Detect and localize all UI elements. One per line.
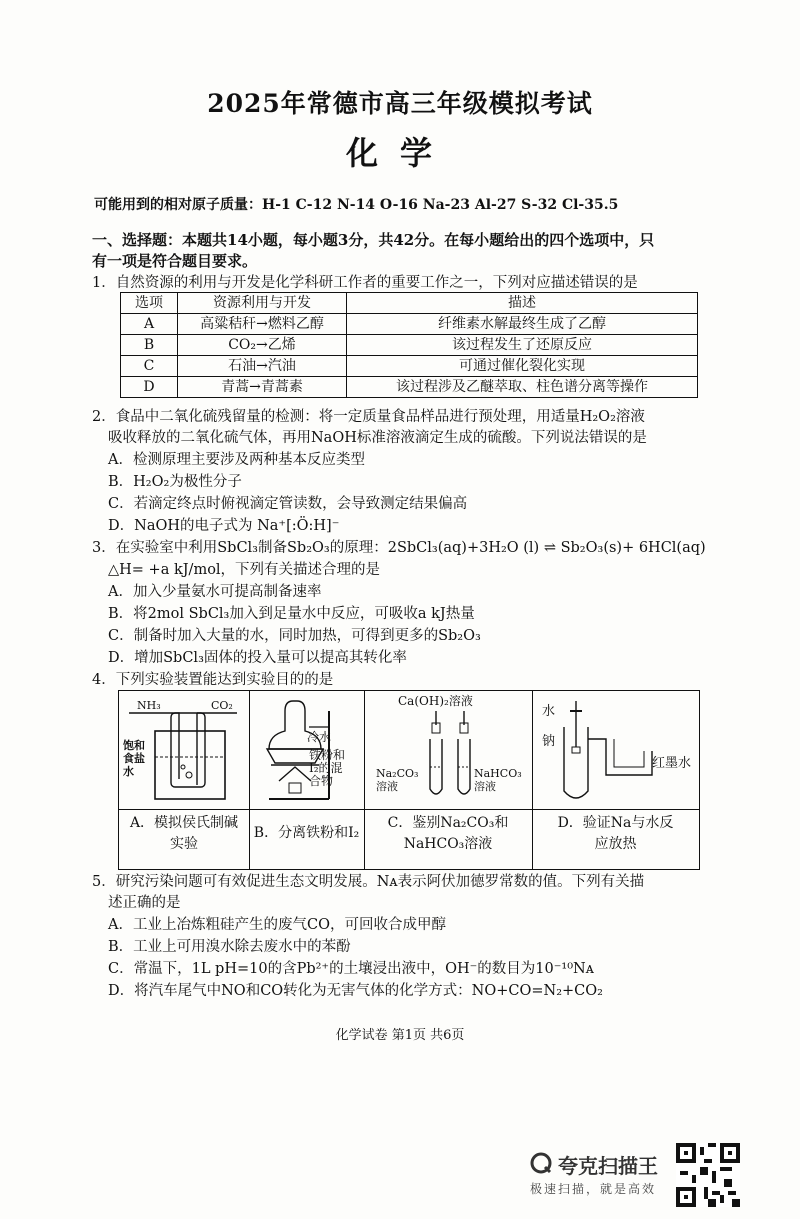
- apparatus-image-c: [364, 691, 532, 810]
- brand-slogan: 极速扫描，就是高效: [530, 1182, 657, 1196]
- table-cell: 该过程发生了还原反应: [347, 335, 698, 356]
- q5-option-c: C．常温下，1L pH=10的含Pb²⁺的土壤浸出液中，OH⁻的数目为10⁻¹⁰Nᴀ: [108, 961, 594, 977]
- label-iron-iodine-mix: 铁粉和 I₂的混 合物: [309, 748, 346, 788]
- label-nh3: NH₃: [137, 699, 161, 712]
- q5-stem-line1: 5．研究污染问题可有效促进生态文明发展。Nᴀ表示阿伏加德罗常数的值。下列有关描: [92, 874, 645, 890]
- table-cell: 可通过催化裂化实现: [347, 356, 698, 377]
- caption-d: D．验证Na与水反 应放热: [557, 815, 674, 852]
- sublimation-apparatus-icon: [249, 691, 364, 809]
- q5-option-b: B．工业上可用溴水除去废水中的苯酚: [108, 939, 351, 955]
- apparatus-image-d: [532, 691, 699, 810]
- exam-title: 2025年常德市高三年级模拟考试: [207, 89, 593, 118]
- table-cell: 青蒿→青蒿素: [178, 377, 347, 398]
- label-co2: CO₂: [211, 699, 233, 712]
- table-header: 描述: [347, 293, 698, 314]
- brand-name: 夸克扫描王: [558, 1154, 658, 1178]
- table-cell: B: [121, 335, 178, 356]
- table-cell: 该过程涉及乙醚萃取、柱色谱分离等操作: [347, 377, 698, 398]
- table-row: [121, 356, 698, 377]
- caption-a: A．模拟侯氏制碱 实验: [129, 815, 239, 852]
- table-header: 资源利用与开发: [178, 293, 347, 314]
- q4-stem: 4．下列实验装置能达到实验目的的是: [92, 672, 334, 688]
- table-row: [121, 314, 698, 335]
- caption-c: C．鉴别Na₂CO₃和 NaHCO₃溶液: [387, 815, 509, 852]
- qr-code-icon: [676, 1143, 740, 1207]
- table-header: 选项: [121, 293, 178, 314]
- label-cold-water: 冷水: [307, 730, 332, 744]
- q3-option-b: B．将2mol SbCl₃加入到足量水中反应，可吸收a kJ热量: [108, 606, 475, 622]
- apparatus-cell-c: [364, 691, 533, 869]
- q3-stem-line1: 3．在实验室中利用SbCl₃制备Sb₂O₃的原理：2SbCl₃(aq)+3H₂O (l) ⇌ Sb₂O₃(s)+ 6HCl(aq): [92, 540, 706, 556]
- table-cell: C: [121, 356, 178, 377]
- scanner-logo-icon: [530, 1152, 552, 1174]
- table-cell: D: [121, 377, 178, 398]
- table-row: [121, 335, 698, 356]
- q5-option-a: A．工业上冶炼粗硅产生的废气CO，可回收合成甲醇: [108, 917, 446, 933]
- apparatus-cell-a: [119, 691, 250, 869]
- q2-option-b: B．H₂O₂为极性分子: [108, 474, 242, 490]
- table-cell: 纤维素水解最终生成了乙醇: [347, 314, 698, 335]
- q2-option-a: A．检测原理主要涉及两种基本反应类型: [108, 452, 365, 468]
- table-row: [121, 377, 698, 398]
- label-sodium: 钠: [542, 734, 556, 749]
- q3-stem-line2: △H= +a kJ/mol，下列有关描述合理的是: [108, 562, 381, 578]
- table-cell: CO₂→乙烯: [178, 335, 347, 356]
- subject-title: 化学: [345, 134, 454, 172]
- label-caoh2: Ca(OH)₂溶液: [398, 694, 473, 708]
- q5-stem-line2: 述正确的是: [108, 895, 181, 911]
- q2-option-c: C．若滴定终点时俯视滴定管读数，会导致测定结果偏高: [108, 496, 468, 512]
- label-nahco3: NaHCO₃ 溶液: [474, 767, 522, 793]
- q2-option-d: D．NaOH的电子式为 Na⁺[:Ö:H]⁻: [108, 518, 340, 534]
- q1-table: [120, 292, 698, 398]
- apparatus-cell-b: [249, 691, 365, 869]
- apparatus-table: [118, 690, 700, 870]
- sodium-water-heat-apparatus-icon: [532, 691, 699, 809]
- label-red-ink: 红墨水: [652, 756, 692, 771]
- q1-stem: 1．自然资源的利用与开发是化学科研工作者的重要工作之一，下列对应描述错误的是: [92, 275, 638, 291]
- table-header-row: [121, 293, 698, 314]
- q3-option-a: A．加入少量氨水可提高制备速率: [108, 584, 322, 600]
- apparatus-cell-d: [532, 691, 699, 869]
- q3-option-d: D．增加SbCl₃固体的投入量可以提高其转化率: [108, 650, 407, 666]
- table-cell: 高粱秸秆→燃料乙醇: [178, 314, 347, 335]
- label-water: 水: [542, 704, 556, 719]
- page-footer: 化学试卷 第1页 共6页: [335, 1028, 465, 1043]
- apparatus-image-b: [249, 691, 364, 810]
- q2-stem-line2: 吸收释放的二氧化硫气体，再用NaOH标准溶液滴定生成的硫酸。下列说法错误的是: [108, 430, 647, 446]
- atomic-masses: 可能用到的相对原子质量：H-1 C-12 N-14 O-16 Na-23 Al-27 S-32 Cl-35.5: [94, 197, 619, 213]
- label-brine: 饱和 食盐 水: [123, 739, 145, 778]
- q5-option-d: D．将汽车尾气中NO和CO转化为无害气体的化学方式：NO+CO=N₂+CO₂: [108, 983, 603, 999]
- section-heading-line2: 有一项是符合题目要求。: [92, 252, 258, 270]
- section-heading-line1: 一、选择题：本题共14小题，每小题3分，共42分。在每小题给出的四个选项中，只: [92, 231, 655, 249]
- label-na2co3: Na₂CO₃ 溶液: [376, 767, 419, 793]
- table-cell: A: [121, 314, 178, 335]
- table-cell: 石油→汽油: [178, 356, 347, 377]
- q3-option-c: C．制备时加入大量的水，同时加热，可得到更多的Sb₂O₃: [108, 628, 481, 644]
- q2-stem-line1: 2．食品中二氧化硫残留量的检测：将一定质量食品样品进行预处理，用适量H₂O₂溶液: [92, 409, 645, 425]
- caption-b: B．分离铁粉和I₂: [253, 825, 360, 841]
- apparatus-image-a: [119, 691, 249, 810]
